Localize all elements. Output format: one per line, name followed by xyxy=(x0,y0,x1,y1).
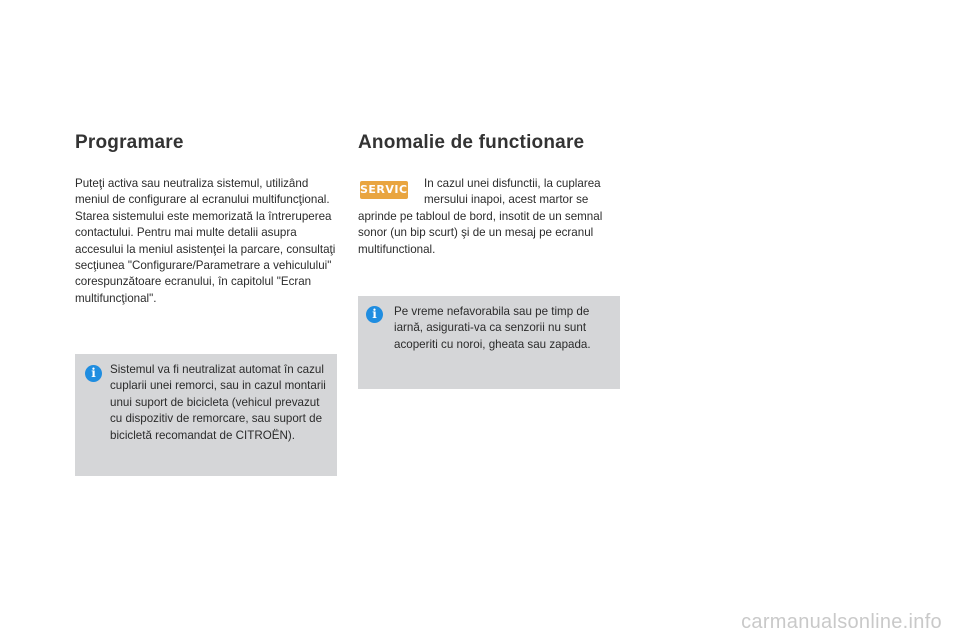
anomalie-note-text: Pe vreme nefavorabila sau pe timp de iarnă, asigurati-va ca senzorii nu sunt acoperiti cu noroi, gheata sau zapada. xyxy=(394,305,591,351)
info-icon: i xyxy=(85,365,102,382)
anomalie-info-note xyxy=(358,296,620,389)
watermark: carmanualsonline.info xyxy=(741,611,942,633)
service-warning-block xyxy=(358,176,620,258)
programare-section xyxy=(75,132,337,307)
programare-info-note xyxy=(75,354,337,476)
programare-heading: Programare xyxy=(75,132,184,153)
anomalie-body-rest: aprinde pe tabloul de bord, insotit de un semnal sonor (un bip scurt) şi de un mesaj pe ecranul multifunctional. xyxy=(358,209,603,256)
info-icon: i xyxy=(366,306,383,323)
programare-body: Puteţi activa sau neutraliza sistemul, utilizând meniul de configurare al ecranului multifuncţional. Starea sistemului este memorizată la întreruperea contactului. Pentru mai multe detalii asupra accesului la meniul asistenţei la parcare, consultaţi secţiunea "Configurare/Parametrare a vehiculului" corespunzătoare ecranului, în capitolul "Ecran multifuncţional". xyxy=(75,177,336,305)
anomalie-heading: Anomalie de functionare xyxy=(358,132,585,153)
service-warning-icon: SERVICE xyxy=(360,181,408,199)
anomalie-body-line1: In cazul unei disfunctii, la cuplarea xyxy=(424,177,601,190)
anomalie-body-line2: mersului inapoi, acest martor se xyxy=(424,193,589,207)
programare-note-text: Sistemul va fi neutralizat automat în cazul cuplarii unei remorci, sau in cazul montarii unui suport de bicicleta (vehicul prevazut cu dispozitiv de remorcare, sau suport de bicicletă recomandat de CITROËN). xyxy=(110,363,326,442)
anomalie-section xyxy=(358,132,620,258)
